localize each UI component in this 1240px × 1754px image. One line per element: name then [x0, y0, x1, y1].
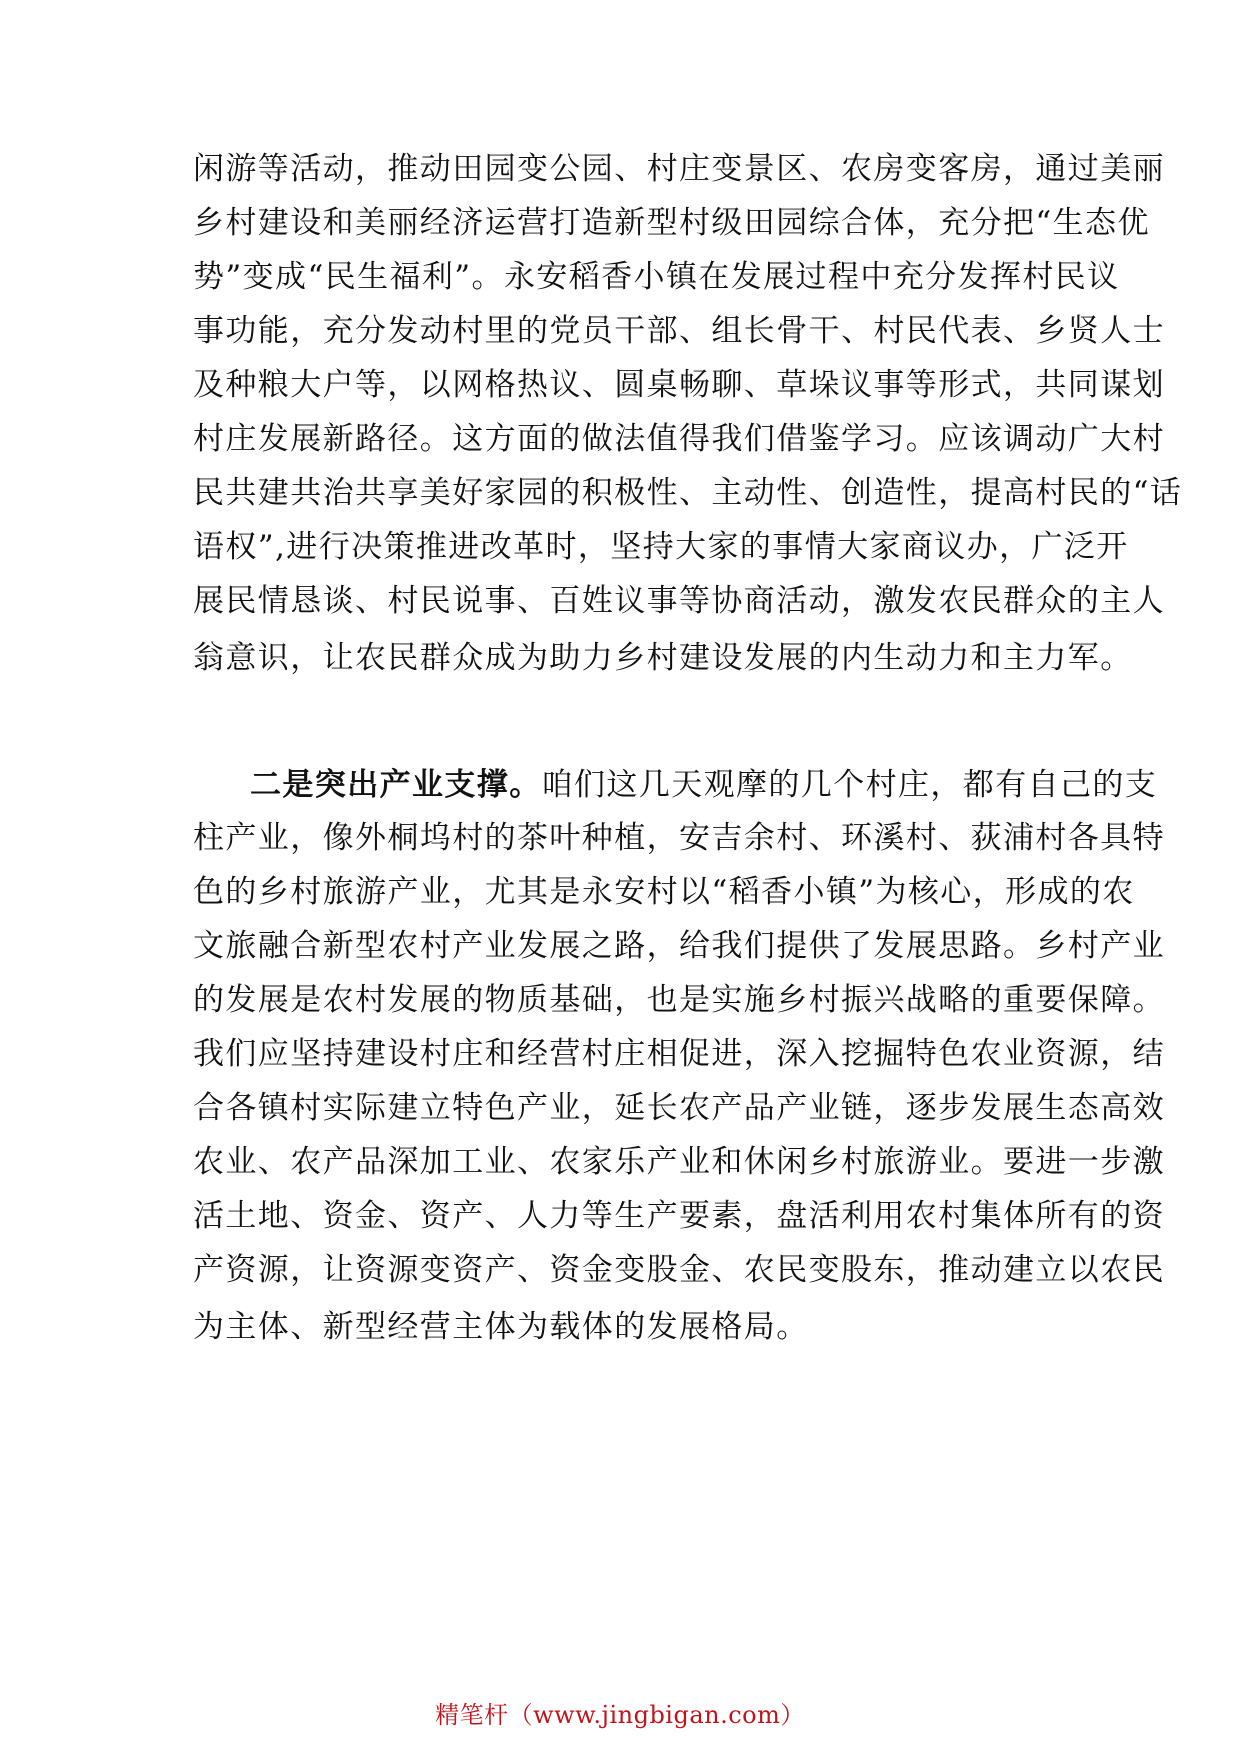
paragraph-line: 的发展是农村发展的物质基础，也是实施乡村振兴战略的重要保障。	[193, 982, 1165, 1018]
paragraph-line: 色的乡村旅游产业，尤其是永安村以“稻香小镇”为核心，形成的农	[193, 874, 1135, 910]
paragraph-line: 民共建共治共享美好家园的积极性、主动性、创造性，提高村民的“话	[193, 475, 1183, 511]
paragraph-line: 势”变成“民生福利”。永安稻香小镇在发展过程中充分发挥村民议	[193, 259, 1120, 295]
paragraph-line-last: 翁意识，让农民群众成为助力乡村建设发展的内生动力和主力军。	[193, 640, 1133, 676]
footer-watermark: 精笔杆（www.jingbigan.com）	[435, 1701, 805, 1729]
paragraph-first-line-text: 咱们这几天观摩的几个村庄，都有自己的支	[541, 767, 1158, 803]
paragraph-line: 我们应坚持建设村庄和经营村庄相促进，深入挖掘特色农业资源，结	[193, 1036, 1165, 1072]
paragraph-line: 合各镇村实际建立特色产业，延长农产品产业链，逐步发展生态高效	[193, 1090, 1165, 1126]
paragraph-line-last: 为主体、新型经营主体为载体的发展格局。	[193, 1309, 809, 1345]
paragraph-line: 村庄发展新路径。这方面的做法值得我们借鉴学习。应该调动广大村	[193, 421, 1165, 457]
paragraph-line: 柱产业，像外桐坞村的茶叶种植，安吉余村、环溪村、荻浦村各具特	[193, 820, 1165, 856]
paragraph-line: 事功能，充分发动村里的党员干部、组长骨干、村民代表、乡贤人士	[193, 313, 1165, 349]
paragraph-line: 乡村建设和美丽经济运营打造新型村级田园综合体，充分把“生态优	[193, 205, 1150, 241]
paragraph-line: 农业、农产品深加工业、农家乐产业和休闲乡村旅游业。要进一步激	[193, 1144, 1165, 1180]
paragraph-line: 及种粮大户等，以网格热议、圆桌畅聊、草垛议事等形式，共同谋划	[193, 367, 1165, 403]
paragraph-line: 产资源，让资源变资产、资金变股金、农民变股东，推动建立以农民	[193, 1252, 1165, 1288]
paragraph-line: 文旅融合新型农村产业发展之路，给我们提供了发展思路。乡村产业	[193, 928, 1165, 964]
paragraph-line: 闲游等活动，推动田园变公园、村庄变景区、农房变客房，通过美丽	[193, 151, 1165, 187]
paragraph-line: 活土地、资金、资产、人力等生产要素，盘活利用农村集体所有的资	[193, 1198, 1165, 1234]
paragraph-first-line	[250, 765, 1158, 805]
section-heading: 二是突出产业支撑。	[250, 767, 542, 803]
paragraph-line: 展民情恳谈、村民说事、百姓议事等协商活动，激发农民群众的主人	[193, 583, 1165, 619]
paragraph-line: 语权”,进行决策推进改革时，坚持大家的事情大家商议办，广泛开	[193, 529, 1129, 565]
